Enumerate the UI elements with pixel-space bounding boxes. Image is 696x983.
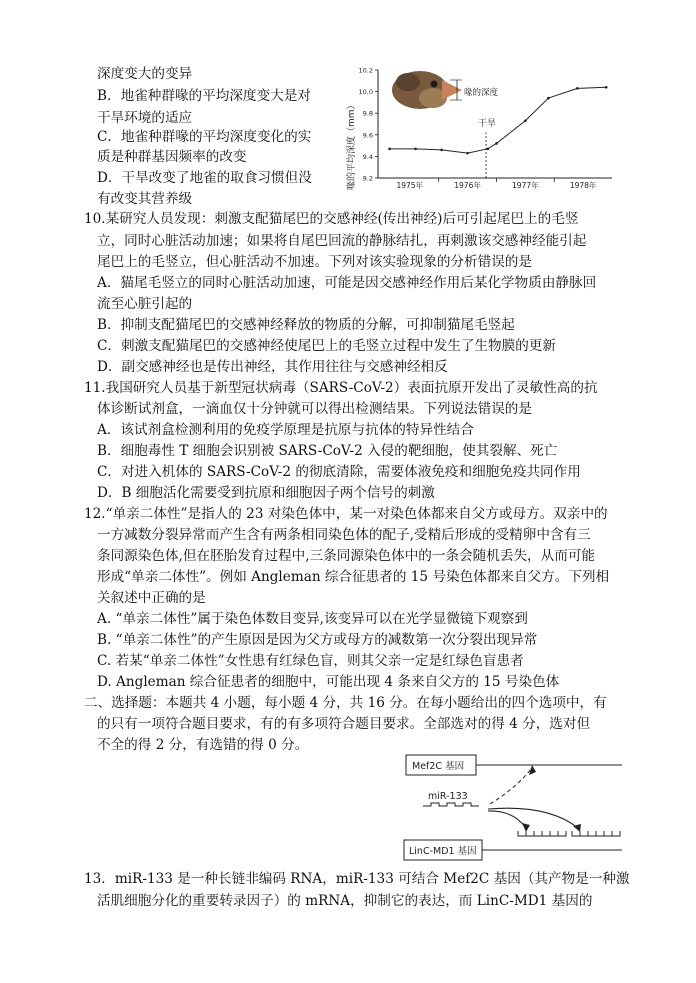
section-2-text: 的只有一项符合题目要求，有的有多项符合题目要求。全部选对的得 4 分，选对但 [97,716,591,732]
q12-option-a: A. “单亲二体性”属于染色体数目变异,该变异可以在光学显微镜下观察到 [97,611,528,627]
data-point [605,86,608,89]
rna-product-2 [572,831,620,836]
q10-option-a: 流至心脏引起的 [97,296,193,312]
q11-stem: 体诊断试剂盒，一滴血仅十分钟就可以得出检测结果。下列说法错误的是 [97,401,532,417]
finch-beak-photo [392,66,464,112]
data-point [440,149,443,152]
q9-line: 干旱环境的适应 [97,110,193,126]
y-axis-label: 喙的平均深度（mm） [347,100,357,190]
data-point [576,87,579,90]
x-tick-label: 1977年 [512,181,539,190]
data-point [524,119,527,122]
data-point [547,97,550,100]
linc-transcript-arrow-2 [488,808,578,828]
data-point [466,152,469,155]
section-2-text: 不全的得 2 分，有选错的得 0 分。 [97,737,309,753]
arrowhead [522,823,530,832]
q12-stem: 关叙述中正确的是 [97,590,206,606]
x-tick-label: 1978年 [569,181,597,190]
linc-md1-gene-label: LinC-MD1 基因 [409,846,477,857]
q10-option-b: B．抑制支配猫尾巴的交感神经释放的物质的分解，可抑制猫尾毛竖起 [97,317,515,333]
q9-option-b: B．地雀种群喙的平均深度变大是对 [97,88,311,104]
q12-stem: 条同源染色体,但在胚胎发育过程中,三条同源染色体中的一条会随机丢失，从而可能 [97,548,596,564]
x-tick-label: 1975年 [396,181,424,190]
q12-option-c: C. 若某“单亲二体性”女性患有红绿色盲，则其父亲一定是红绿色盲患者 [97,653,524,669]
mir133-rna-strand [423,803,479,806]
q13-stem: 活肌细胞分化的重要转录因子）的 mRNA，抑制它的表达，而 LinC-MD1 基因的 [97,893,593,909]
data-point [414,148,417,151]
data-point [388,148,391,151]
beak-depth-chart [338,60,616,196]
q10-stem: 10.某研究人员发现：刺激支配猫尾巴的交感神经(传出神经)后可引起尾巴上的毛竖 [84,211,579,227]
q13-stem: 13．miR-133 是一种长链非编码 RNA，miR-133 可结合 Mef2C 基因（其产物是一种激 [84,871,630,887]
q10-option-c: C．刺激支配猫尾巴的交感神经使尾巴上的毛竖立过程中发生了生物膜的更新 [97,338,556,354]
rna-product-1 [518,831,566,836]
q11-stem: 11.我国研究人员基于新型冠状病毒（SARS-CoV-2）表面抗原开发出了灵敏性高的抗 [84,380,598,396]
q11-option-b: B．细胞毒性 T 细胞会识别被 SARS-CoV-2 入侵的靶细胞，使其裂解、死亡 [97,443,558,459]
drought-label: 干旱 [478,119,497,130]
q11-option-d: D．B 细胞活化需要受到抗原和细胞因子两个信号的刺激 [97,485,435,501]
q9-line: 质是种群基因频率的改变 [97,149,247,165]
q9-line: 有改变其营养级 [97,191,193,207]
q11-option-c: C．对进入机体的 SARS-CoV-2 的彻底清除，需要体液免疫和细胞免疫共同作用 [97,464,581,480]
q12-stem: 形成“单亲二体性”。例如 Angleman 综合征患者的 15 号染色体都来自父方。下列相 [97,569,610,585]
q9-option-d: D．干旱改变了地雀的取食习惯但没 [97,170,312,186]
q9-option-c: C．地雀种群喙的平均深度变化的实 [97,129,312,145]
q10-option-d: D．副交感神经也是传出神经，其作用往往与交感神经相反 [97,359,448,375]
q12-option-b: B. “单亲二体性”的产生原因是因为父方或母方的减数第一次分裂出现异常 [97,632,538,648]
beak-depth-annotation: 喙的深度 [464,88,499,98]
q9-line: 深度变大的变异 [97,66,193,82]
mir133-inhibit-arrow [490,768,532,804]
q12-option-d: D. Angleman 综合征患者的细胞中，可能出现 4 条来自父方的 15 号染色体 [97,674,560,690]
y-tick-label: 9.6 [362,131,373,140]
mir133-label: miR-133 [428,791,468,802]
y-axis-ticks [359,67,378,183]
linc-transcript-arrow-1 [488,811,526,828]
gene-regulation-diagram [398,748,628,866]
data-point [495,142,498,145]
y-tick-label: 9.2 [362,174,373,183]
q10-option-a: A．猫尾毛竖立的同时心脏活动加速，可能是因交感神经作用后某化学物质由静脉回 [97,275,597,291]
y-tick-label: 9.8 [362,109,373,118]
y-tick-label: 9.4 [362,152,373,161]
data-point [486,148,489,151]
q12-stem: 12.“单亲二体性”是指人的 23 对染色体中，某一对染色体都来自父方或母方。双亲中的 [84,506,608,522]
mef2c-gene-label: Mef2C 基因 [412,761,465,772]
y-tick-label: 10.0 [358,88,373,97]
x-tick-label: 1976年 [454,181,481,190]
section-2-title: 二、选择题：本题共 4 小题，每小题 4 分，共 16 分。在每小题给出的四个选项中，有 [84,695,607,711]
q10-stem: 立，同时心脏活动加速；如果将自尾巴回流的静脉结扎，再刺激该交感神经能引起 [97,233,587,249]
y-tick-label: 10.2 [358,66,373,75]
q11-option-a: A．该试剂盒检测利用的免疫学原理是抗原与抗体的特异性结合 [97,422,474,438]
q10-stem: 尾巴上的毛竖立，但心脏活动不加速。下列对该实验现象的分析错误的是 [97,254,532,270]
q12-stem: 一方减数分裂异常而产生含有两条相同染色体的配子,受精后形成的受精卵中含有三 [97,527,591,543]
x-axis-labels [396,178,596,190]
